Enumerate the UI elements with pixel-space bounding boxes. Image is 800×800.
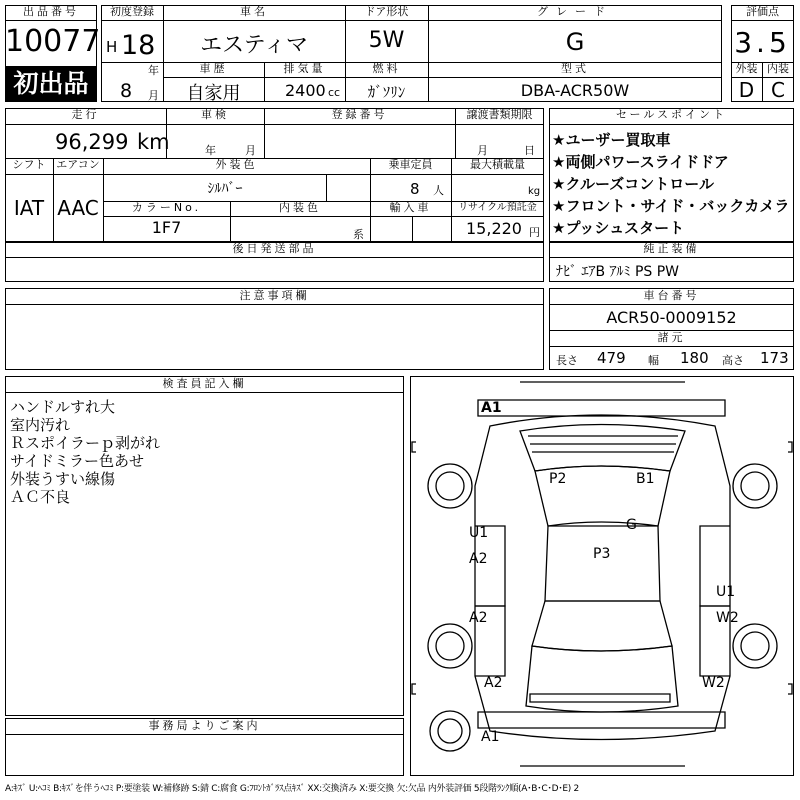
equipment-label: 純正装備 (643, 242, 700, 255)
score-label: 評価点 (746, 5, 779, 18)
sales-point-3: ★クルーズコントロール (552, 175, 714, 193)
reg-no-label: 登録番号 (331, 108, 388, 121)
color: ｼﾙﾊﾞｰ (207, 181, 243, 197)
lot-number: 10077 (5, 24, 101, 59)
mark-hood: B1 (636, 471, 655, 487)
capacity: 8 (410, 180, 420, 198)
sales-point-1: ★ユーザー買取車 (552, 131, 671, 149)
mark-left-rear: A2 (484, 675, 503, 691)
ac: AAC (57, 196, 99, 220)
inspector-line-1: ハンドルすれ大 (10, 398, 116, 416)
inspector-line-6: ＡＣ不良 (10, 488, 71, 506)
recycle-unit: 円 (529, 226, 540, 239)
history: 自家用 (186, 83, 241, 104)
sales-point-4: ★フロント・サイド・バックカメラ (552, 197, 790, 215)
inspection-year-unit: 年 (205, 144, 216, 157)
year-unit: 年 (148, 64, 159, 77)
era: H (106, 38, 118, 56)
month-num: 8 (120, 80, 133, 102)
height: 173 (760, 349, 789, 367)
load-unit: kg (528, 186, 541, 197)
width: 180 (680, 349, 709, 367)
interior-grade: C (771, 78, 785, 102)
first-listing-badge: 初出品 (6, 66, 96, 101)
inspector-line-3: Ｒスポイラーｐ剥がれ (10, 434, 161, 452)
chassis-label: 車台番号 (643, 289, 700, 302)
model: DBA-ACR50W (520, 81, 630, 100)
sales-points-label: セールスポイント (615, 108, 727, 121)
color-no: 1F7 (151, 218, 182, 237)
score: 3.5 (734, 26, 791, 59)
length-label: 長さ (556, 354, 578, 367)
capacity-unit: 人 (433, 184, 444, 197)
car-outline (410, 376, 794, 776)
capacity-label: 乗車定員 (388, 158, 433, 171)
mark-windshield-g: G (626, 517, 637, 533)
recycle: 15,220 (466, 219, 522, 238)
month-unit: 月 (148, 89, 159, 102)
office-label: 事務局よりご案内 (148, 719, 261, 732)
exterior-label: 外装 (735, 62, 758, 75)
recycle-label: リサイクル預託金 (458, 202, 537, 213)
fuel-label: 燃料 (372, 62, 401, 75)
displacement: 2400 (285, 81, 326, 100)
car-name: エスティマ (200, 33, 308, 58)
mileage-label: 走行 (71, 108, 100, 121)
shift: IAT (13, 196, 45, 220)
import-label: 輸入車 (389, 201, 432, 214)
mark-roof: P3 (593, 546, 611, 562)
length: 479 (597, 349, 626, 367)
door-type: 5W (368, 28, 405, 53)
interior-label: 内装 (767, 62, 789, 75)
inspection-month-unit: 月 (245, 144, 256, 157)
transfer-month-unit: 月 (477, 144, 488, 157)
mark-front-bumper: A1 (481, 400, 502, 416)
load-label: 最大積載量 (470, 158, 525, 171)
height-label: 高さ (722, 354, 744, 367)
model-label: 型式 (561, 62, 589, 75)
mark-left-front-door-2: A2 (469, 551, 488, 567)
later-parts-label: 後日発送部品 (232, 242, 317, 255)
transfer-day-unit: 日 (524, 144, 535, 157)
shift-label: シフト (12, 158, 46, 171)
mark-windshield: P2 (549, 471, 567, 487)
inspector-line-5: 外装うすい線傷 (10, 470, 116, 488)
grade-label: グレード (537, 5, 613, 18)
car-name-label: 車名 (240, 5, 268, 18)
color-label: 外装色 (215, 158, 258, 171)
int-color-label: 内装色 (279, 201, 321, 214)
displacement-unit: cc (328, 86, 341, 99)
grade: G (565, 28, 585, 56)
mark-left-front-door: U1 (469, 525, 489, 541)
door-label: ドア形状 (364, 5, 409, 18)
mark-right-mid: W2 (716, 610, 739, 626)
inspector-label: 検査員記入欄 (162, 377, 247, 390)
history-label: 車歴 (199, 62, 228, 75)
width-label: 幅 (648, 354, 659, 367)
sales-point-2: ★両側パワースライドドア (552, 153, 729, 171)
mileage-unit: km (137, 130, 170, 154)
color-no-label: カラーNo. (131, 201, 202, 214)
fuel: ｶﾞｿﾘﾝ (367, 83, 406, 101)
chassis-number: ACR50-0009152 (606, 308, 737, 327)
reg-label: 初度登録 (110, 5, 154, 18)
mark-rear-bumper: A1 (481, 729, 500, 745)
inspector-line-2: 室内汚れ (10, 416, 71, 434)
sales-point-5: ★プッシュスタート (552, 219, 685, 237)
lot-label: 出品番号 (23, 5, 79, 18)
exterior-grade: D (738, 78, 755, 102)
int-color-unit: 系 (353, 228, 364, 241)
mileage: 96,299 (55, 130, 129, 154)
inspection-label: 車検 (201, 108, 229, 121)
mark-left-rear-door: A2 (469, 610, 488, 626)
legend: A:ｷｽﾞ U:ﾍｺﾐ B:ｷｽﾞを伴うﾍｺﾐ P:要塗装 W:補修跡 S:錆 C:腐食 G:ﾌﾛﾝﾄｶﾞﾗｽ点ｷｽﾞ XX:交換済み X:要交換 欠:欠品 内外装評価 5段階ﾗﾝｸ順(A･B･C･D･E) 2 (5, 784, 579, 794)
spec-label: 諸元 (657, 331, 686, 344)
transfer-label: 譲渡書類期限 (466, 108, 533, 121)
ac-label: エアコン (56, 158, 100, 171)
mark-right-front: U1 (716, 584, 736, 600)
displacement-label: 排気量 (283, 62, 326, 75)
equipment: ﾅﾋﾞ ｴｱB ｱﾙﾐ PS PW (556, 264, 680, 280)
notes-label: 注意事項欄 (239, 289, 310, 302)
inspector-line-4: サイドミラー色あせ (10, 452, 144, 470)
mark-right-rear: W2 (702, 675, 725, 691)
year-num: 18 (121, 30, 156, 61)
